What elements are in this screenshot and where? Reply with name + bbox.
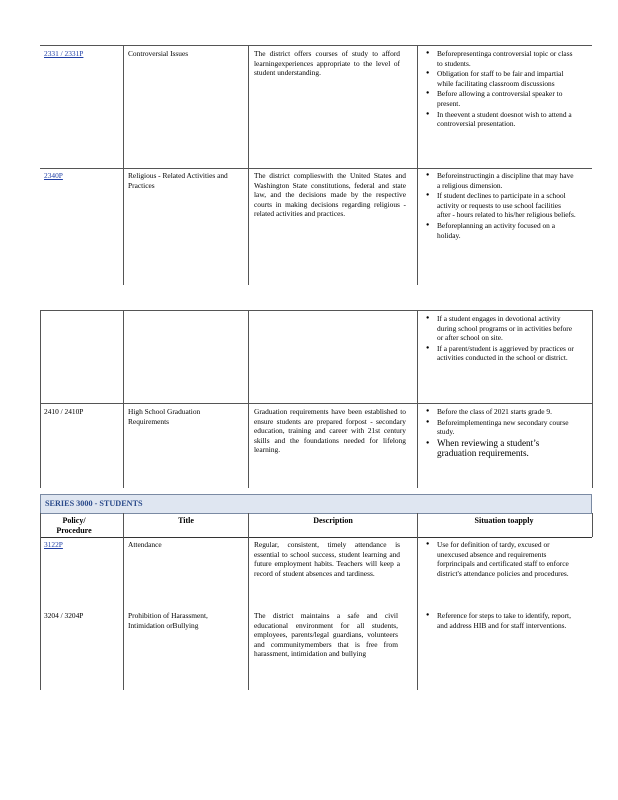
column-rule [123,45,124,285]
list-item: ● Reference for steps to take to identify, report, and address HIB and for staff interventions. [426,611,576,630]
column-rule [248,310,249,488]
column-header-policy: Policy/ Procedure [56,516,92,535]
policy-number: 2410 / 2410P [44,407,84,416]
column-rule [417,513,418,690]
situation-list [426,407,576,459]
policy-number: 3204 / 3204P [44,611,84,620]
list-item: ● Beforepresentinga controversial topic or class to students. [426,49,576,68]
column-header-title: Title [178,516,194,525]
policy-title: Religious - Related Activities and Practices [128,171,228,190]
column-header-description: Description [313,516,353,525]
policy-description: Regular, consistent, timely attendance is essential to school success, student learning and future employment habits. Teachers will keep a record of student absences and tardiness. [254,540,400,578]
policy-title: Attendance [128,540,162,549]
policy-description: The district offers courses of study to afford learningexperiences appropriate to the level of student understanding. [254,49,400,78]
policy-title: Prohibition of Harassment, Intimidation orBullying [128,611,208,630]
column-header-situation: Situation toapply [474,516,534,525]
policy-title: High School Graduation Requirements [128,407,201,426]
series-header [40,494,592,514]
column-rule [592,513,593,537]
table-row [44,171,120,181]
situation-list [426,540,576,579]
situation-list [426,611,576,631]
column-rule [592,310,593,488]
column-rule [248,45,249,285]
column-rule [123,310,124,488]
column-rule [40,513,41,690]
column-rule [123,513,124,690]
policy-link-3122p[interactable]: 3122P [44,540,63,549]
situation-list [426,49,576,130]
column-rule [40,310,41,488]
list-item: ● If a student engages in devotional activity during school programs or in activities before or after school on site. [426,314,576,343]
series-title: SERIES 3000 - STUDENTS [45,499,143,508]
table-row [44,49,120,59]
column-rule [417,310,418,488]
table-row [44,540,120,550]
list-item: ● In theevent a student doesnot wish to attend a controversial presentation. [426,110,576,129]
list-item: ● Before the class of 2021 starts grade 9. [426,407,576,417]
policy-title: Controversial Issues [128,49,189,58]
list-item: ● Before allowing a controversial speaker to present. [426,89,576,108]
list-item: ● When reviewing a student’s graduation requirements. [426,438,576,458]
policy-description: Graduation requirements have been established to ensure students are prepared forpost - secondary education, training and career with 21st century skills and the foundations needed for lifelong learning. [254,407,406,455]
policy-link-2331[interactable]: 2331 / 2331P [44,49,84,58]
list-item: ● Beforeimplementinga new secondary course study. [426,418,576,437]
column-rule [417,45,418,285]
list-item: ● Beforeplanning an activity focused on a holiday. [426,221,576,240]
list-item: ● If student declines to participate in a school activity or requests to use school facilities after - hours related to his/her religious beliefs. [426,191,576,220]
list-item: ● Beforeinstructingin a discipline that may have a religious dimension. [426,171,576,190]
policy-link-2340p[interactable]: 2340P [44,171,63,180]
situation-list [426,314,576,364]
list-item: ● Use for definition of tardy, excused or unexcused absence and requirements forprincipals and certificated staff to enforce district's attendance policies and procedures. [426,540,576,578]
policy-description: The district complieswith the United States and Washington State constitutions, federal and state law, and the decisions made by the respective courts in making decisions regarding religious - related activities and practices. [254,171,406,219]
list-item: ● If a parent/student is aggrieved by practices or activities conducted in the school or district. [426,344,576,363]
list-item: ● Obligation for staff to be fair and impartial while facilitating classroom discussions [426,69,576,88]
column-rule [248,513,249,690]
policy-description: The district maintains a safe and civil educational environment for all students, employees, parents/legal guardians, volunteers and communitymembers that is free from harassment, intimidation and bullying [254,611,398,659]
situation-list [426,171,576,241]
